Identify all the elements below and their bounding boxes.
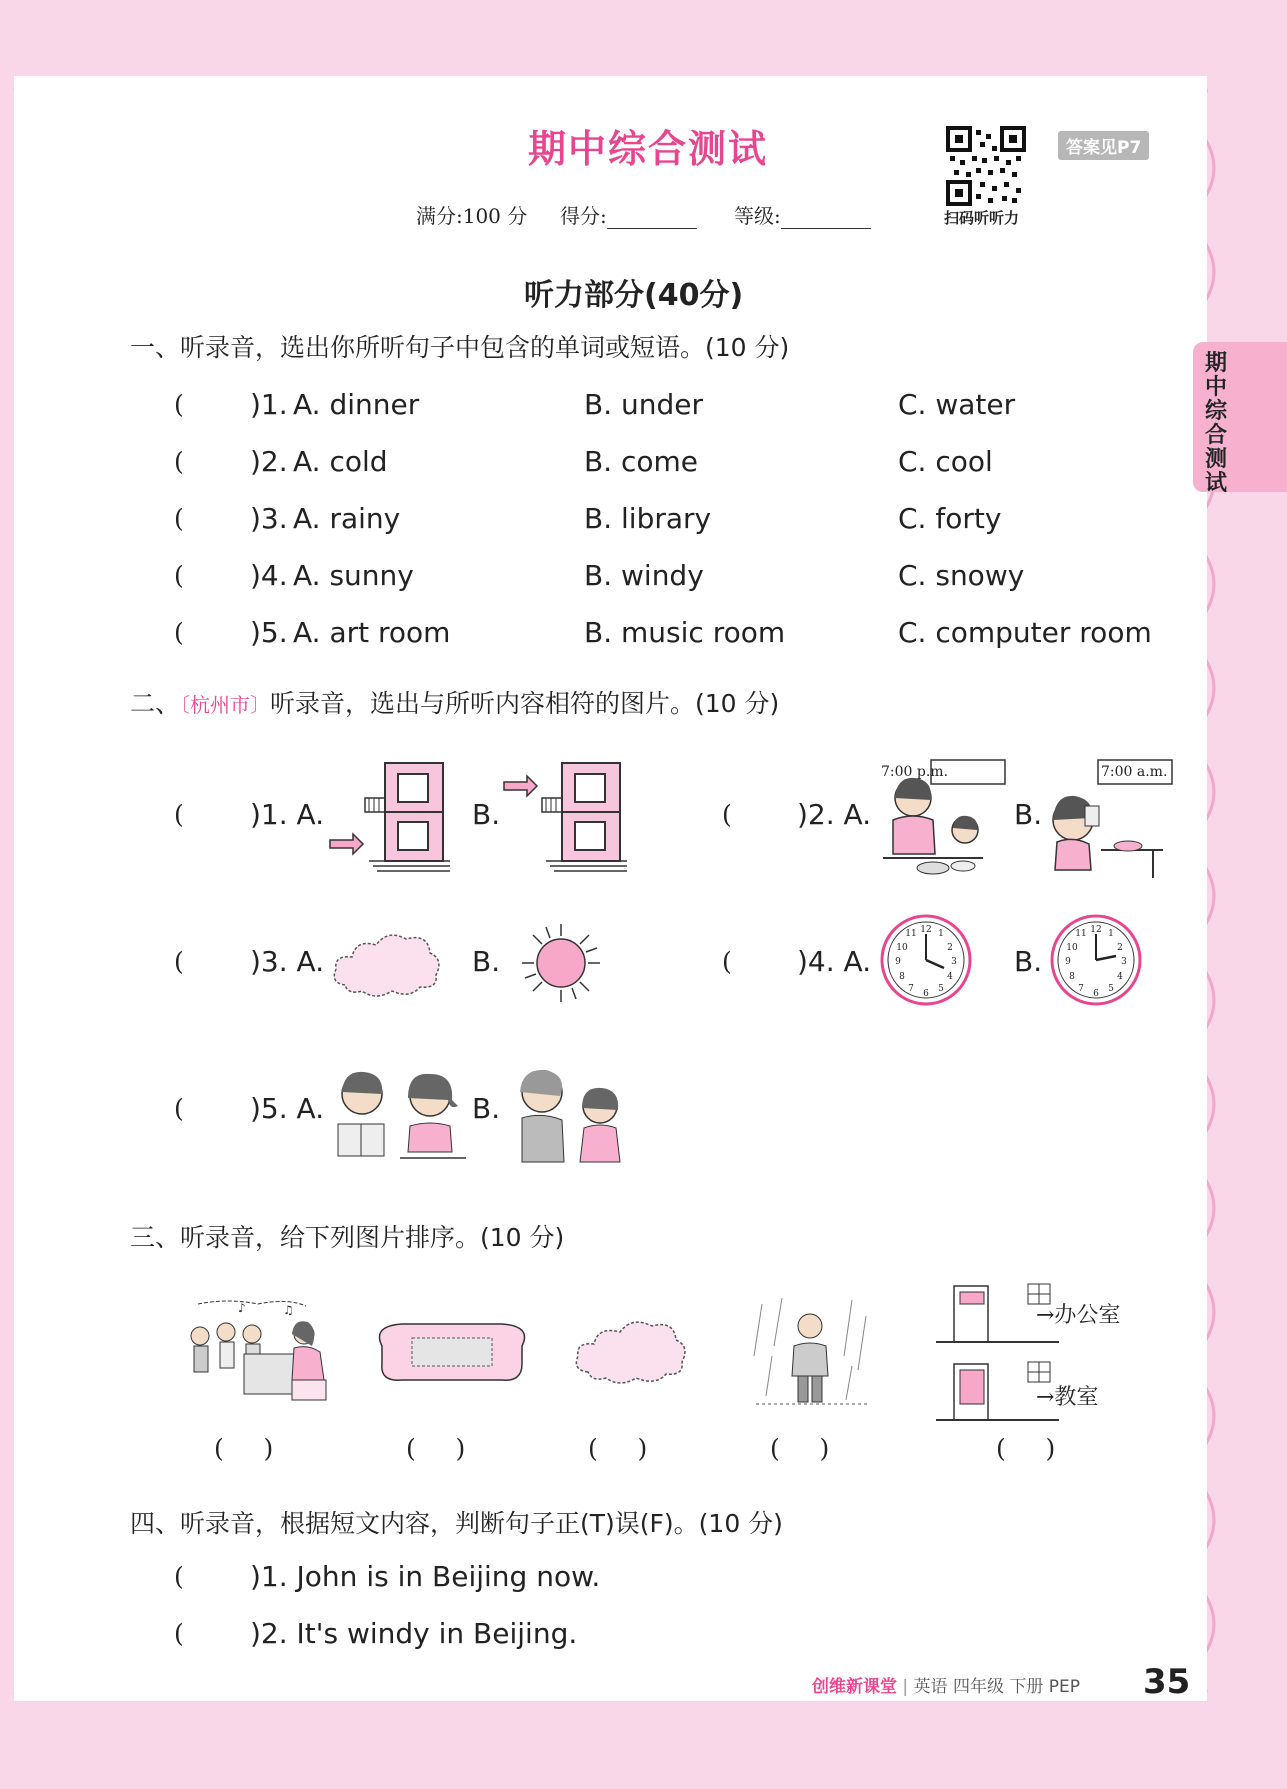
answer-paren[interactable]: ( (174, 561, 184, 590)
q1-item-num: )4. (250, 559, 288, 592)
cloud-picture[interactable] (330, 925, 445, 1005)
q1-item-num: )2. (250, 445, 288, 478)
svg-text:6: 6 (1093, 989, 1099, 999)
q2-option-b[interactable]: B. (472, 798, 501, 831)
svg-text:8: 8 (1069, 972, 1075, 982)
q4-title: 四、听录音，根据短文内容，判断句子正(T)误(F)。(10 分) (130, 1509, 783, 1538)
answer-paren[interactable]: ( (174, 947, 184, 976)
q2-option-b[interactable]: B. (1014, 798, 1043, 831)
clock-label-am: 7:00 a.m. (1101, 764, 1168, 780)
score-blank[interactable] (607, 210, 697, 229)
answer-paren[interactable]: ( (722, 947, 732, 976)
q2-option-b[interactable]: B. (1014, 945, 1043, 978)
svg-text:11: 11 (905, 929, 917, 939)
answer-paren[interactable]: ( (722, 800, 732, 829)
city-tag: 〔杭州市〕 (180, 693, 271, 717)
office-label: →办公室 (1036, 1303, 1121, 1328)
answer-paren[interactable]: ( (174, 800, 184, 829)
answer-paren[interactable]: ( (174, 1619, 184, 1648)
grade-label: 等级: (734, 204, 781, 228)
svg-text:7: 7 (908, 984, 914, 994)
children-reading-picture[interactable] (330, 1066, 470, 1166)
svg-text:1: 1 (938, 929, 944, 939)
svg-text:1: 1 (1108, 929, 1114, 939)
q2-title (130, 684, 779, 720)
svg-text:8: 8 (899, 972, 905, 982)
clock-picture-b[interactable] (1048, 912, 1144, 1008)
qr-code-icon[interactable] (946, 126, 1026, 206)
svg-text:7: 7 (1078, 984, 1084, 994)
grade-field[interactable] (734, 200, 871, 229)
q1-option-c[interactable]: C. computer room (898, 616, 1152, 649)
order-paren[interactable]: ( ) (406, 1434, 466, 1463)
svg-text:6: 6 (923, 989, 929, 999)
q3-title: 三、听录音，给下列图片排序。(10 分) (130, 1223, 565, 1252)
q4-statement: )1. John is in Beijing now. (250, 1560, 601, 1593)
q1-title: 一、听录音，选出你所听句子中包含的单词或短语。(10 分) (130, 333, 790, 362)
page-title: 期中综合测试 (528, 127, 769, 171)
q1-option-a[interactable]: A. art room (293, 616, 451, 649)
side-tab[interactable] (1193, 342, 1287, 496)
q1-option-a[interactable]: A. cold (293, 445, 388, 478)
q1-item-num: )1. (250, 388, 288, 421)
listening-section-heading: 听力部分(40分) (524, 278, 744, 313)
answer-paren[interactable]: ( (174, 390, 184, 419)
svg-text:2: 2 (1117, 943, 1123, 953)
svg-text:12: 12 (1090, 925, 1102, 935)
qr-label: 扫码听听力 (944, 209, 1020, 227)
q2-title-prefix: 二、 (130, 689, 181, 718)
music-room-picture[interactable] (188, 1296, 338, 1406)
q1-option-b[interactable]: B. come (584, 445, 699, 478)
q1-option-b[interactable]: B. music room (584, 616, 786, 649)
answer-paren[interactable]: ( (174, 618, 184, 647)
q1-option-b[interactable]: B. under (584, 388, 704, 421)
answer-paren[interactable]: ( (174, 1562, 184, 1591)
svg-text:9: 9 (895, 957, 901, 967)
q1-option-c[interactable]: C. water (898, 388, 1016, 421)
svg-text:2: 2 (947, 943, 953, 953)
q2-option-b[interactable]: B. (472, 945, 501, 978)
mat-picture[interactable] (372, 1316, 532, 1386)
clock-label-pm: 7:00 p.m. (881, 764, 949, 780)
q1-item-num: )3. (250, 502, 288, 535)
svg-text:♪: ♪ (238, 1301, 246, 1315)
svg-text:5: 5 (1108, 984, 1114, 994)
q2-item-num: )1. A. (250, 798, 325, 831)
svg-text:5: 5 (938, 984, 944, 994)
q1-option-c[interactable]: C. snowy (898, 559, 1025, 592)
grade-blank[interactable] (781, 210, 871, 229)
svg-text:10: 10 (896, 943, 908, 953)
score-field[interactable] (560, 200, 697, 229)
building-arrow-second-floor-picture[interactable] (502, 760, 627, 878)
building-arrow-first-floor-picture[interactable] (325, 760, 450, 878)
answer-paren[interactable]: ( (174, 504, 184, 533)
order-paren[interactable]: ( ) (770, 1434, 830, 1463)
children-playing-picture[interactable] (508, 1062, 633, 1167)
side-tab-label: 期中综合测试 (1205, 351, 1228, 496)
clock-picture-a[interactable] (878, 912, 974, 1008)
snowy-boy-picture[interactable] (752, 1296, 872, 1408)
svg-text:12: 12 (920, 925, 932, 935)
answer-paren[interactable]: ( (174, 447, 184, 476)
full-score-label: 满分:100 分 (416, 204, 528, 228)
svg-text:♫: ♫ (283, 1303, 294, 1317)
order-paren[interactable]: ( ) (996, 1434, 1056, 1463)
q1-option-a[interactable]: A. sunny (293, 559, 414, 592)
q2-option-b[interactable]: B. (472, 1092, 501, 1125)
svg-text:10: 10 (1066, 943, 1078, 953)
q2-item-num: )3. A. (250, 945, 325, 978)
svg-text:4: 4 (1117, 972, 1123, 982)
q2-title-text: 听录音，选出与所听内容相符的图片。(10 分) (270, 689, 780, 718)
q1-item-num: )5. (250, 616, 288, 649)
order-paren[interactable]: ( ) (214, 1434, 274, 1463)
q2-item-num: )5. A. (250, 1092, 325, 1125)
footer-info: 创维新课堂 | 英语 四年级 下册 PEP (812, 1677, 1081, 1697)
q1-option-a[interactable]: A. dinner (293, 388, 420, 421)
q1-option-c[interactable]: C. forty (898, 502, 1002, 535)
classroom-label: →教室 (1036, 1385, 1099, 1410)
q2-item-num: )4. A. (797, 945, 872, 978)
svg-text:11: 11 (1075, 929, 1087, 939)
page-number: 35 (1143, 1662, 1191, 1702)
q4-statement: )2. It's windy in Beijing. (250, 1617, 578, 1650)
sun-picture[interactable] (520, 922, 602, 1004)
q1-option-b[interactable]: B. windy (584, 559, 704, 592)
cloudy-picture[interactable] (572, 1312, 692, 1390)
q1-option-c[interactable]: C. cool (898, 445, 993, 478)
answer-paren[interactable]: ( (174, 1094, 184, 1123)
svg-text:3: 3 (1121, 957, 1127, 967)
svg-text:9: 9 (1065, 957, 1071, 967)
footer-brand: 创维新课堂 (812, 1677, 897, 1697)
svg-text:3: 3 (951, 957, 957, 967)
q2-item-num: )2. A. (797, 798, 872, 831)
footer-book-info: 英语 四年级 下册 PEP (913, 1677, 1081, 1697)
score-label: 得分: (560, 204, 607, 228)
order-paren[interactable]: ( ) (588, 1434, 648, 1463)
q1-option-a[interactable]: A. rainy (293, 502, 401, 535)
q1-option-b[interactable]: B. library (584, 502, 712, 535)
svg-text:4: 4 (947, 972, 953, 982)
answer-reference-badge: 答案见P7 (1058, 131, 1149, 160)
